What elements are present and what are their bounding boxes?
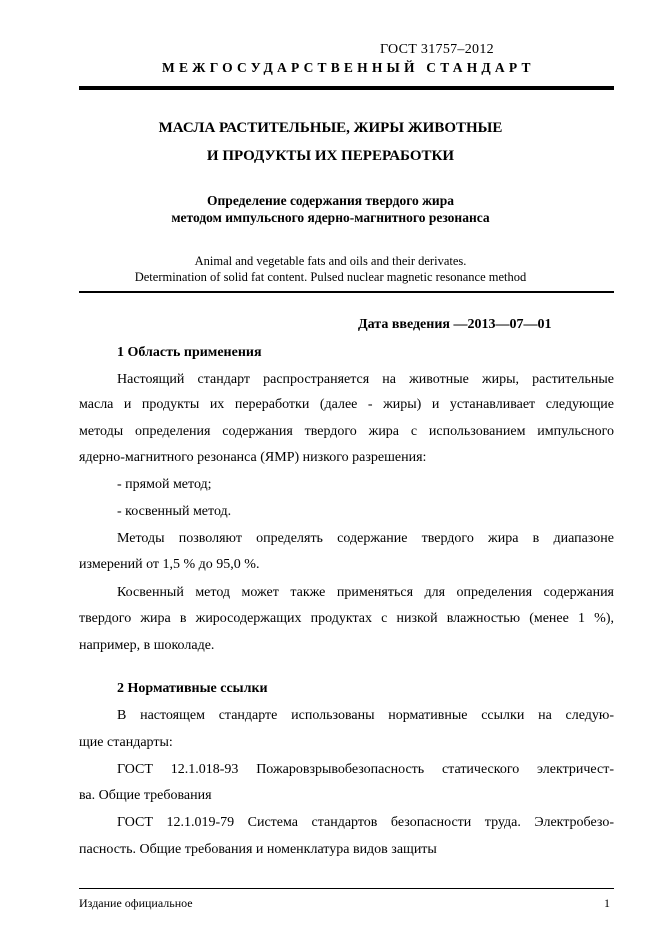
section-2-heading: 2 Нормативные ссылки: [117, 681, 268, 696]
section-1-line: Настоящий стандарт распространяется на животные жиры, растительные: [117, 372, 614, 387]
gost-number: ГОСТ 31757–2012: [380, 42, 494, 57]
section-1-list-item: - косвенный метод.: [117, 504, 232, 519]
page-number: 1: [604, 896, 610, 910]
section-2-line: щие стандарты:: [79, 735, 173, 750]
section-2-line: ва. Общие требования: [79, 788, 212, 803]
section-1-line: Косвенный метод может также применяться для определения содержания: [117, 585, 614, 600]
section-2-reference: ГОСТ 12.1.018-93 Пожаровзрывобезопасность статического электричест-: [117, 762, 614, 777]
section-1-line: методы определения содержания твердого жира с использованием импульсного: [79, 424, 614, 439]
section-1-line: твердого жира в жиросодержащих продуктах с низкой влажностью (менее 1 %),: [79, 611, 614, 626]
section-2-reference: ГОСТ 12.1.019-79 Система стандартов безопасности труда. Электробезо-: [117, 815, 614, 830]
title-line-2: И ПРОДУКТЫ ИХ ПЕРЕРАБОТКИ: [206, 148, 455, 164]
title-rule: [79, 291, 614, 293]
section-1-line: например, в шоколаде.: [79, 638, 215, 653]
english-title-line-2: Determination of solid fat content. Pulsed nuclear magnetic resonance method: [134, 270, 527, 284]
title-line-1: МАСЛА РАСТИТЕЛЬНЫЕ, ЖИРЫ ЖИВОТНЫЕ: [158, 120, 503, 136]
section-1-line: Методы позволяют определять содержание твердого жира в диапазоне: [117, 531, 614, 546]
section-2-line: В настоящем стандарте использованы нормативные ссылки на следую-: [117, 708, 614, 723]
english-title-line-1: Animal and vegetable fats and oils and their derivates.: [194, 254, 467, 268]
section-1-line: ядерно-магнитного резонанса (ЯМР) низкого разрешения:: [79, 450, 427, 465]
section-1-heading: 1 Область применения: [117, 345, 262, 360]
effective-date: Дата введения —2013—07—01: [358, 317, 552, 332]
edition-label: Издание официальное: [79, 896, 193, 910]
subtitle-line-2: методом импульсного ядерно-магнитного резонанса: [171, 210, 490, 225]
section-2-line: пасность. Общие требования и номенклатура видов защиты: [79, 842, 437, 857]
footer-rule: [79, 888, 614, 889]
header-rule: [79, 86, 614, 90]
interstate-standard-label: МЕЖГОСУДАРСТВЕННЫЙ СТАНДАРТ: [162, 60, 535, 75]
section-1-list-item: - прямой метод;: [117, 477, 212, 492]
subtitle-line-1: Определение содержания твердого жира: [207, 193, 454, 208]
section-1-line: масла и продукты их переработки (далее ‑ жиры) и устанавливает следующие: [79, 397, 614, 412]
section-1-line: измерений от 1,5 % до 95,0 %.: [79, 557, 260, 572]
